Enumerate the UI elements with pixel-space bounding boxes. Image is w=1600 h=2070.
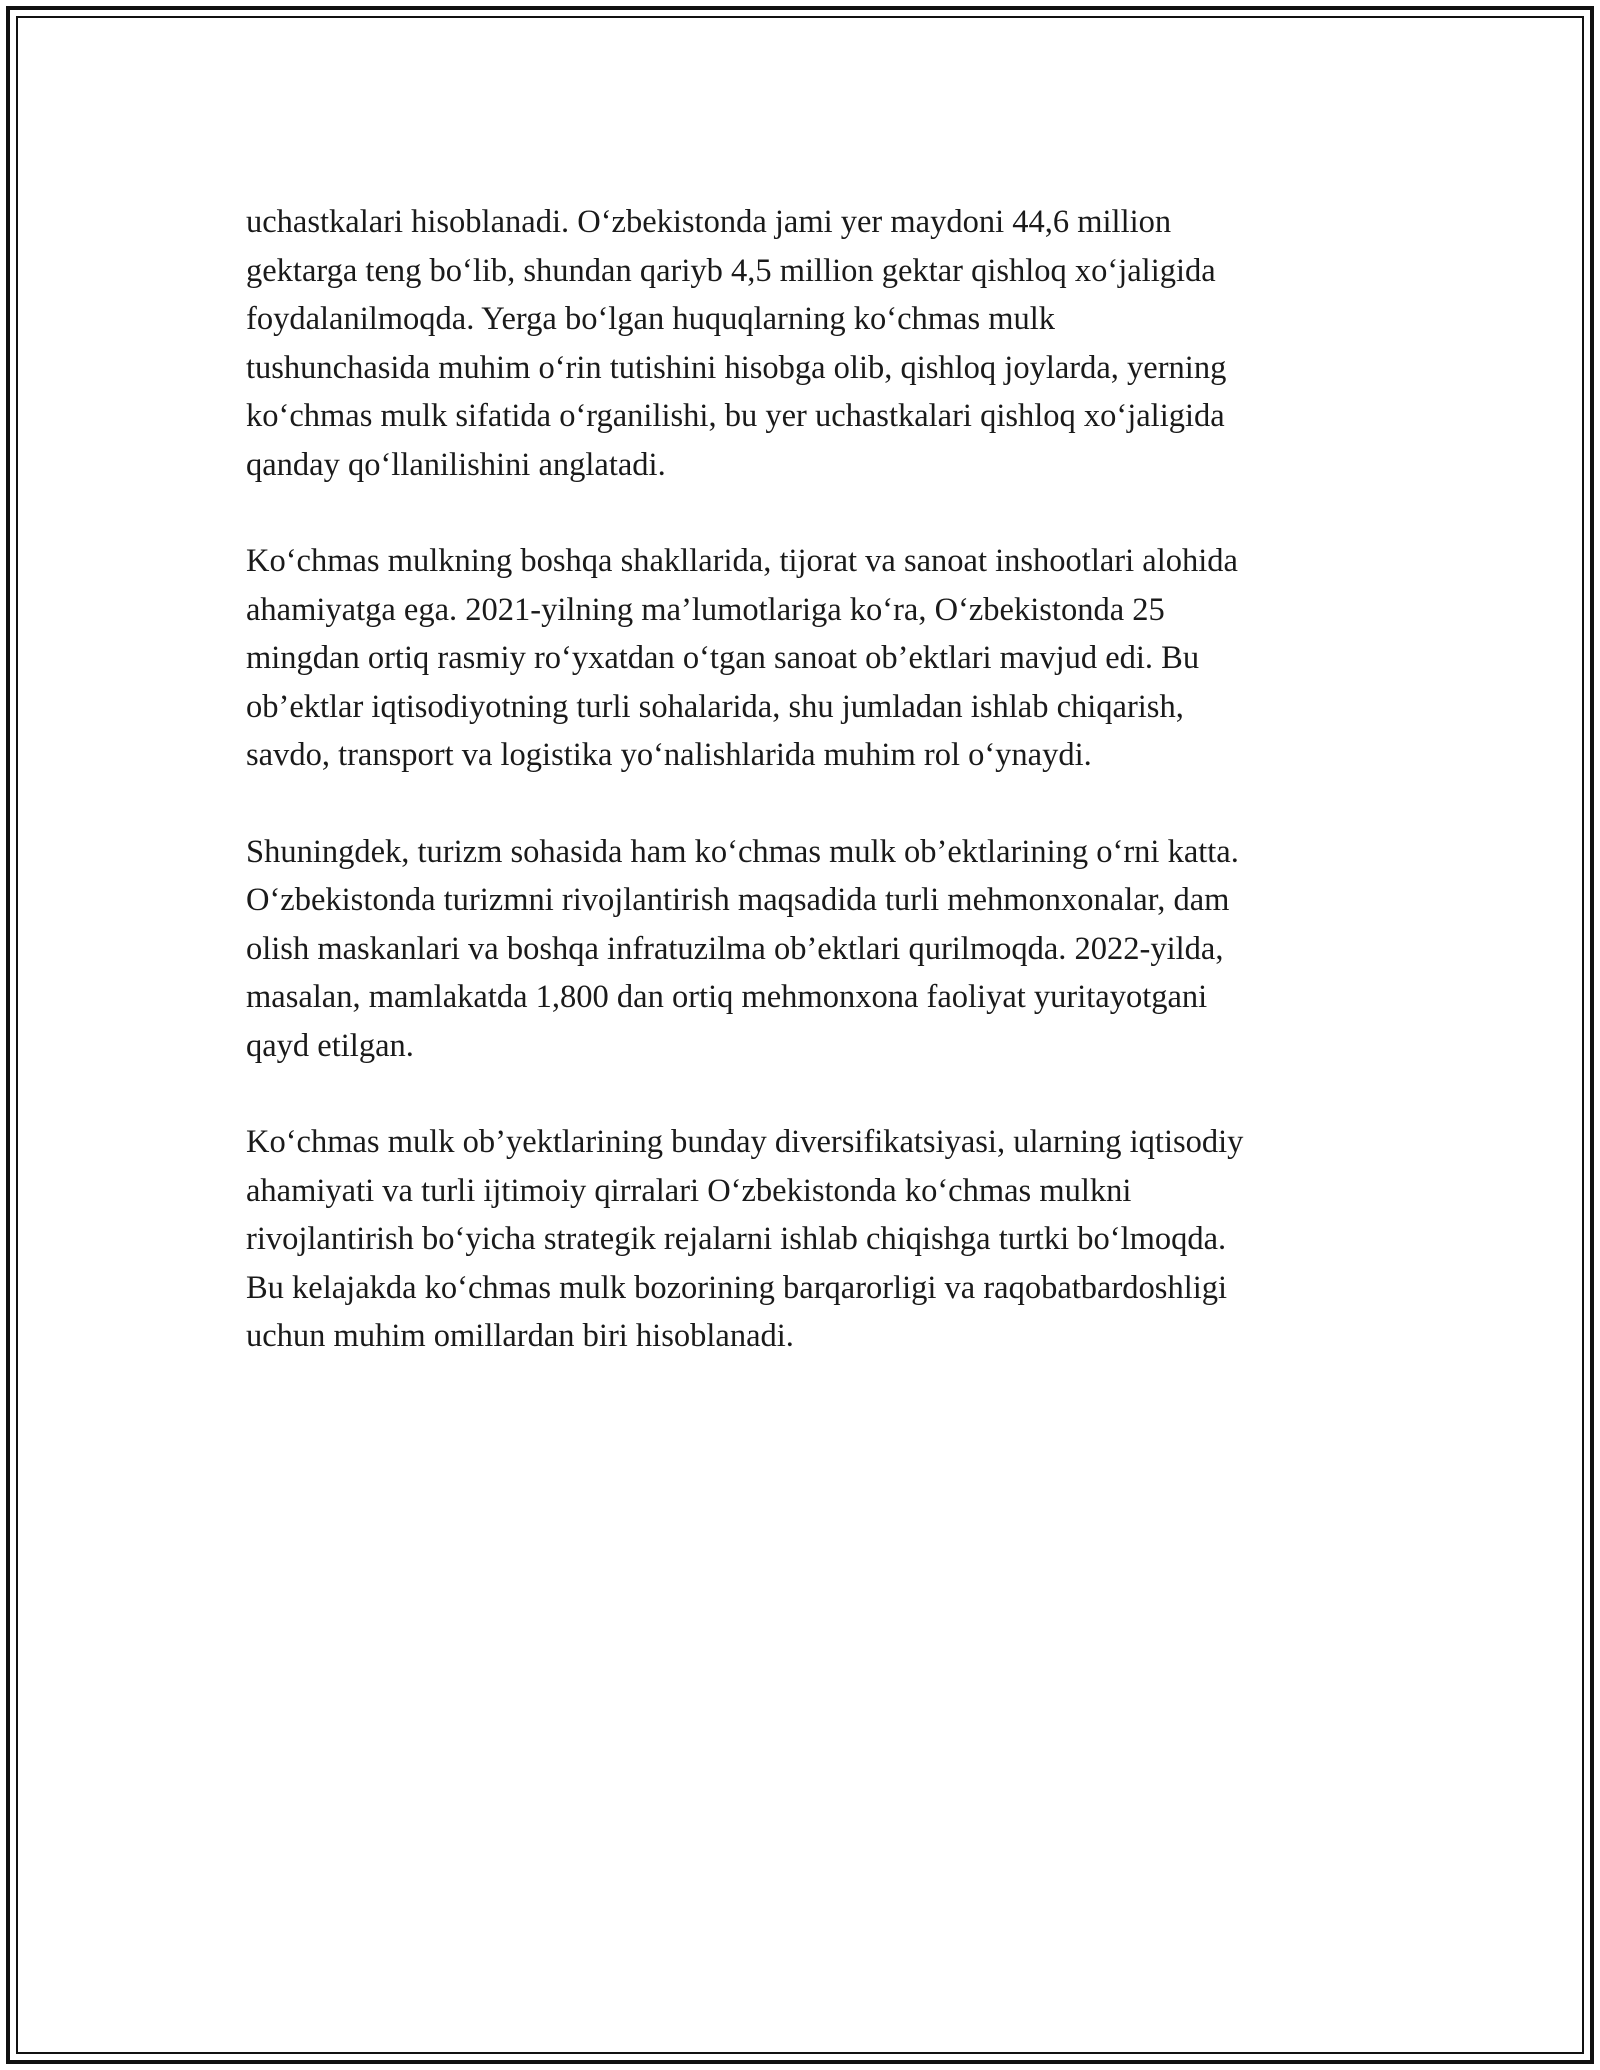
text-line: O‘zbekistonda turizmni rivojlantirish maqsadida turli mehmonxonalar, dam <box>246 882 1230 918</box>
text-line: ahamiyati va turli ijtimoiy qirralari O‘zbekistonda ko‘chmas mulkni <box>246 1172 1132 1209</box>
text-line: qayd etilgan. <box>246 1027 414 1064</box>
text-line: Ko‘chmas mulkning boshqa shakllarida, tijorat va sanoat inshootlari alohida <box>246 543 1238 579</box>
text-line: Shuningdek, turizm sohasida ham ko‘chmas mulk ob’ektlarining o‘rni katta. <box>246 833 1239 870</box>
text-line: foydalanilmoqda. Yerga bo‘lgan huquqlarning ko‘chmas mulk <box>246 301 1056 337</box>
text-line: rivojlantirish bo‘yicha strategik rejalarni ishlab chiqishga turtki bo‘lmoqda. <box>246 1221 1227 1257</box>
text-line: uchastkalari hisoblanadi. O‘zbekistonda jami yer maydoni 44,6 million <box>246 204 1172 240</box>
paragraph-4 <box>246 1118 1406 1361</box>
page-frame <box>6 6 1594 2064</box>
text-line: ob’ektlar iqtisodiyotning turli sohalarida, shu jumladan ishlab chiqarish, <box>246 688 1184 725</box>
text-line: olish maskanlari va boshqa infratuzilma ob’ektlari qurilmoqda. 2022-yilda, <box>246 930 1224 967</box>
text-line: ahamiyatga ega. 2021-yilning ma’lumotlariga ko‘ra, O‘zbekistonda 25 <box>246 591 1165 628</box>
text-line: tushunchasida muhim o‘rin tutishini hisobga olib, qishloq joylarda, yerning <box>246 349 1227 386</box>
text-line: uchun muhim omillardan biri hisoblanadi. <box>246 1318 794 1354</box>
text-line: qanday qo‘llanilishini anglatadi. <box>246 446 666 483</box>
text-line: Bu kelajakda ko‘chmas mulk bozorining barqarorligi va raqobatbardoshligi <box>246 1269 1228 1306</box>
paragraph-1 <box>246 198 1406 489</box>
text-line: mingdan ortiq rasmiy ro‘yxatdan o‘tgan sanoat ob’ektlari mavjud edi. Bu <box>246 640 1200 676</box>
text-line: masalan, mamlakatda 1,800 dan ortiq mehmonxona faoliyat yuritayotgani <box>246 979 1208 1015</box>
text-line: gektarga teng bo‘lib, shundan qariyb 4,5 million gektar qishloq xo‘jaligida <box>246 252 1216 289</box>
text-line: ko‘chmas mulk sifatida o‘rganilishi, bu yer uchastkalari qishloq xo‘jaligida <box>246 398 1225 434</box>
paragraph-2 <box>246 537 1406 780</box>
paragraph-3 <box>246 828 1406 1071</box>
document-body <box>246 198 1406 1409</box>
text-line: savdo, transport va logistika yo‘nalishlarida muhim rol o‘ynaydi. <box>246 737 1092 773</box>
text-line: Ko‘chmas mulk ob’yektlarining bunday diversifikatsiyasi, ularning iqtisodiy <box>246 1124 1244 1160</box>
